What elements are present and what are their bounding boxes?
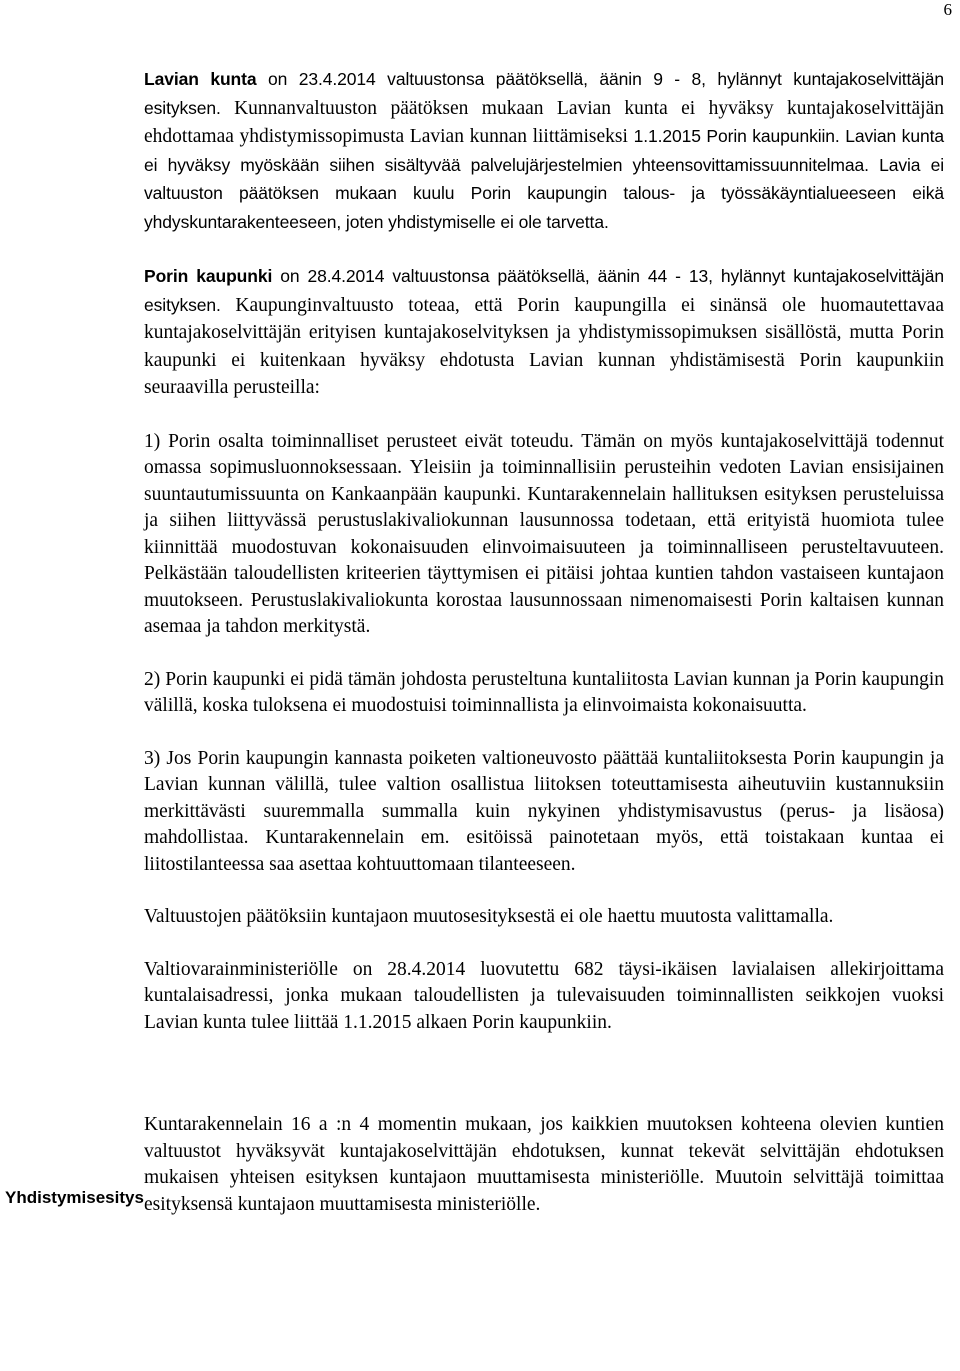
pori-text-2: Kaupunginvaltuusto toteaa, että Porin kaupungilla ei sinänsä ole huomautettavaa kuntajakoselvittäjän erityisen kuntajakoselvityksen ja yhdistymissopimuksen sisällöstä, mutta Porin kaupunki ei kuitenkaan hyväksy ehdotusta Lavian kunnan yhdistämisestä Porin kaupunkiin seuraavilla perusteilla: [144,294,944,398]
lavia-text-3: 1.1.2015 Porin kaupunkiin. Lavian kunta ei hyväksy myöskään siihen sisältyvää palvelujärjestelmien yhteensovittamissuunnitelmaa. Lavia ei valtuuston päätöksen mukaan kuulu Porin kaupungin talous- ja työssäkäyntialueeseen eikä yhdyskuntarakenteeseen, joten yhdistymiselle ei ole tarvetta. [144,126,944,232]
lavia-text-2: Kunnanvaltuuston päätöksen mukaan Lavian kunta ei hyväksy kuntajakoselvittäjän ehdottamaa yhdistymissopimusta Lavian kunnan liittämiseksi [144,97,944,147]
paragraph-lavia [144,66,944,237]
paragraph-petition: Valtiovarainministeriölle on 28.4.2014 luovutettu 682 täysi-ikäisen lavialaisen allekirjoittama kuntalaisadressi, jonka mukaan taloudellisten ja tulevaisuuden toiminnallisten seikkojen vuoksi Lavian kunta tulee liittää 1.1.2015 alkaen Porin kaupunkiin. [144,958,944,1033]
paragraph-law: Kuntarakennelain 16 a :n 4 momentin mukaan, jos kaikkien muutoksen kohteena olevien kuntien valtuustot hyväksyvät kuntajakoselvittäjän ehdotuksen, kunnat tekevät selvittäjän ehdotuksen mukaisen yhteisen esityksen kuntajaon muuttamisesta ministeriölle. Muutoin selvittäjä toimittaa esityksensä kuntajaon muuttamisesta ministeriölle. [144,1114,944,1215]
paragraph-point-2: 2) Porin kaupunki ei pidä tämän johdosta perusteltuna kuntaliitosta Lavian kunnan ja Porin kaupungin välillä, koska tuloksena ei muodostuisi toiminnallista ja elinvoimaista kokonaisuutta. [144,668,944,716]
page-number: 6 [943,0,952,19]
paragraph-point-3: 3) Jos Porin kaupungin kannasta poiketen valtioneuvosto päättää kuntaliitoksesta Porin kaupungin ja Lavian kunnan välillä, tulee valtion osallistua liitoksen toteuttamisesta aiheutuviin kustannuksiin merkittävästi suuremmalla summalla kuin nykyinen yhdistymisavustus (perus- ja lisäosa) mahdollistaa. Kuntarakennelain em. esitöissä painotetaan myös, että toistakaan kuntaa ei liitostilanteessa saa asettaa kohtuuttomaan tilanteeseen. [144,747,944,875]
document-body [144,66,944,1218]
paragraph-appeal: Valtuustojen päätöksiin kuntajaon muutosesityksestä ei ole haettu muutosta valittamalla. [144,906,834,927]
lavia-text-1: on 23.4.2014 valtuustonsa päätöksellä, äänin 9 - 8, hylännyt kuntajakoselvittäjän esityksen. [144,69,944,118]
side-heading: Yhdistymisesitys [5,1188,144,1207]
lead-pori: Porin kaupunki [144,266,273,286]
pori-text-1: on 28.4.2014 valtuustonsa päätöksellä, äänin 44 - 13, hylännyt kuntajakoselvittäjän esityksen. [144,266,944,315]
paragraph-point-1: 1) Porin osalta toiminnalliset perusteet eivät toteudu. Tämän on myös kuntajakoselvittäjä todennut omassa sopimusluonnoksessaan. Yleisiin ja toiminnallisiin perusteihin vedoten Lavian ensisijainen suuntautumissuunta on Kankaanpään kaupunki. Kuntarakennelain hallituksen esityksen perusteluissa ja siihen liittyvässä perustuslakivaliokunnan lausunnossa todetaan, että erityistä huomiota tulee kiinnittää muodostuvan kokonaisuuden elinvoimaisuuteen ja toiminnalliseen perusteltavuuteen. Pelkästään taloudellisten kriteerien täyttymisen ei pitäisi johtaa kuntien tahdon vastaiseen kuntajaon muutokseen. Perustuslakivaliokunta korostaa lausunnossaan nimenomaisesti Porin kaltaisen kunnan asemaa ja tahdon merkitystä. [144,430,944,637]
paragraph-pori [144,263,944,403]
lead-lavia: Lavian kunta [144,69,257,89]
